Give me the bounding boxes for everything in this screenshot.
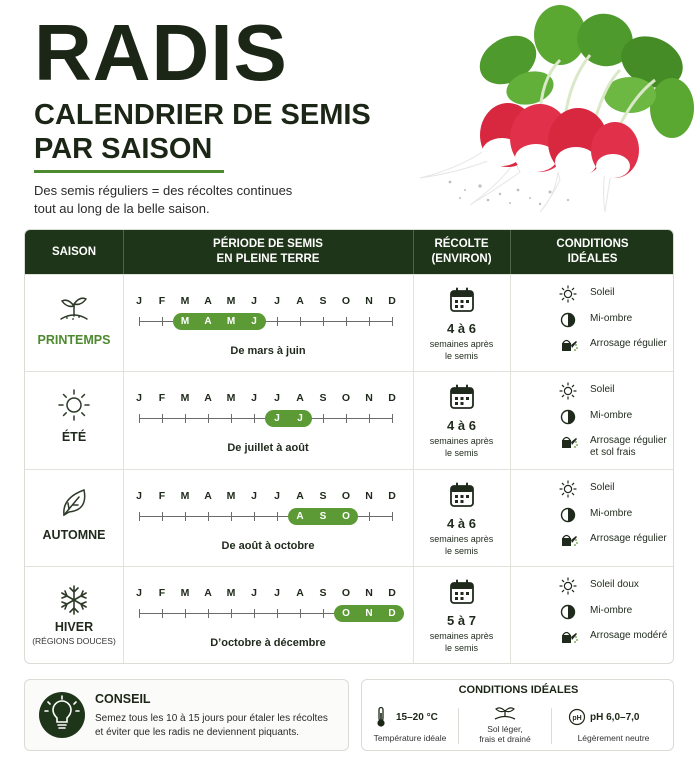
harvest-unit [413,534,510,557]
month-label: A [204,392,212,404]
month-tick [162,414,163,423]
month-label: S [319,295,327,307]
sowing-period-text: D’octobre à décembre [210,637,326,649]
month-label: S [319,587,327,599]
condition-line-1: Arrosage régulier [590,338,667,349]
condition-line-1: Arrosage régulier [590,533,667,544]
condition-text [590,508,632,520]
month-tick [323,317,324,326]
condition-line-1: Mi-ombre [590,508,633,519]
tip-text-line-1: Semez tous les 10 à 15 jours pour étaler les récoltes [95,713,328,724]
condition-line-1: Mi-ombre [590,313,633,324]
month-tick [231,609,232,618]
leaf-icon [57,486,91,520]
header-season: SAISON [51,245,97,258]
condition-text [590,579,639,591]
month-tick [231,414,232,423]
month-label: S [319,392,327,404]
ph-label: Légèrement neutre [577,733,650,743]
sowing-month-label: J [297,413,303,424]
month-tick [369,512,370,521]
condition-text [590,410,632,422]
month-label: J [274,295,280,307]
month-tick [254,512,255,521]
month-tick [231,512,232,521]
condition-text [590,313,632,325]
month-label: M [226,295,236,307]
header-harvest-line-2: (ENVIRON) [431,253,492,265]
harvest-unit [413,631,510,654]
month-tick [300,317,301,326]
season-name: HIVER [54,620,94,634]
month-tick [162,512,163,521]
tip-text [95,712,343,740]
month-tick [300,609,301,618]
sowing-period-text: De août à octobre [221,540,315,552]
month-label: M [226,392,236,404]
sowing-month-label: A [296,511,304,522]
sun-icon [57,388,91,422]
month-label: F [158,295,166,307]
sowing-month-label: N [365,608,373,619]
table-header [25,230,674,274]
condition-text [590,338,667,350]
subtitle-line-1: CALENDRIER DE SEMIS [34,99,371,131]
condition-line-1: Mi-ombre [590,410,633,421]
month-label: A [296,587,304,599]
calendar-icon [449,384,475,410]
month-tick [346,414,347,423]
month-label: J [251,295,257,307]
ph-value: pH 6,0–7,0 [590,712,640,723]
soil-line-2: frais et drainé [479,734,531,744]
harvest-unit-line-1: semaines après [429,436,494,446]
half-shade-icon [558,311,578,329]
condition-line-1: Soleil doux [590,579,639,590]
month-label: O [341,392,351,404]
month-tick [392,317,393,326]
month-label: J [136,490,142,502]
ideal-conditions-title: CONDITIONS IDÉALES [458,684,579,696]
season-cell [25,470,123,567]
condition-text [590,482,614,494]
half-shade-icon [558,408,578,426]
ideal-conditions-box [361,679,674,751]
month-label: J [251,392,257,404]
watering-can-icon [558,433,578,451]
header-period-line-2: EN PLEINE TERRE [216,253,320,265]
conditions-cell [510,275,674,372]
month-label: N [365,587,373,599]
month-tick [185,512,186,521]
condition-text [590,287,614,299]
subtitle-line-2: PAR SAISON [34,133,213,165]
month-label: D [388,587,396,599]
harvest-cell [413,567,510,664]
month-label: J [274,587,280,599]
ideal-temperature [362,702,458,748]
header-conditions-line-1: CONDITIONS [556,238,629,250]
temperature-label: Température idéale [373,733,447,743]
ph-icon [568,708,586,726]
harvest-weeks: 5 à 7 [447,613,476,628]
sowing-month-label: O [342,511,350,522]
soil-sprout-icon [493,705,517,721]
month-label: A [296,490,304,502]
sun-icon [558,382,578,400]
month-label: F [158,392,166,404]
month-label: S [319,490,327,502]
conditions-cell [510,470,674,567]
harvest-unit-line-1: semaines après [429,631,494,641]
condition-text [590,605,632,617]
season-name: ÉTÉ [61,430,87,444]
tip-title: CONSEIL [95,692,151,706]
watering-can-icon [558,628,578,646]
month-label: N [365,295,373,307]
condition-text [590,384,614,396]
harvest-unit-line-1: semaines après [429,534,494,544]
header-conditions [510,230,674,274]
season-cell [25,567,123,664]
season-name: AUTOMNE [42,528,106,542]
month-tick [139,512,140,521]
month-label: D [388,490,396,502]
month-label: M [180,490,190,502]
harvest-unit [413,339,510,362]
month-label: M [180,392,190,404]
condition-line-1: Soleil [590,287,615,298]
condition-line-2: et sol frais [590,447,636,458]
month-label: A [296,295,304,307]
month-tick [185,609,186,618]
soil-line-1: Sol léger, [487,724,523,734]
harvest-weeks: 4 à 6 [447,418,476,433]
condition-text [590,533,667,545]
header-conditions-line-2: IDÉALES [567,253,618,265]
month-tick [277,512,278,521]
month-label: A [204,587,212,599]
month-label: A [204,490,212,502]
month-tick [208,512,209,521]
condition-line-1: Soleil [590,384,615,395]
intro-text [34,182,292,218]
month-label: M [180,295,190,307]
month-label: O [341,295,351,307]
month-label: M [226,490,236,502]
title-underline [34,170,224,173]
temperature-value: 15–20 °C [396,712,438,723]
month-label: J [274,490,280,502]
intro-line-2: tout au long de la belle saison. [34,201,210,216]
harvest-unit-line-2: le semis [444,545,478,556]
month-tick [277,609,278,618]
sowing-month-label: M [226,316,236,327]
season-note: (RÉGIONS DOUCES) [32,636,116,646]
month-label: J [136,295,142,307]
harvest-weeks: 4 à 6 [447,516,476,531]
month-label: J [136,587,142,599]
half-shade-icon [558,506,578,524]
season-cell [25,372,123,469]
month-tick [208,414,209,423]
harvest-unit-line-2: le semis [444,642,478,653]
sun-icon [558,577,578,595]
month-tick [369,414,370,423]
month-tick [323,609,324,618]
conditions-cell [510,372,674,469]
month-tick [277,317,278,326]
sowing-calendar-table [24,229,674,664]
month-tick [208,609,209,618]
month-tick [369,317,370,326]
page-subtitle [34,98,371,166]
header-harvest [413,230,510,274]
condition-line-1: Soleil [590,482,615,493]
season-row [25,566,674,663]
sowing-month-label: J [251,316,257,327]
header-period [123,230,413,274]
month-tick [392,512,393,521]
lightbulb-icon [39,692,85,738]
condition-line-1: Arrosage régulier [590,435,667,446]
month-tick [162,317,163,326]
month-tick [323,414,324,423]
sun-icon [558,480,578,498]
month-tick [254,609,255,618]
thermometer-icon [374,706,388,728]
month-tick [392,414,393,423]
month-label: F [158,587,166,599]
harvest-unit-line-1: semaines après [429,339,494,349]
header-harvest-line-1: RÉCOLTE [434,238,489,250]
sowing-month-label: D [388,608,396,619]
month-label: N [365,490,373,502]
month-label: J [251,490,257,502]
month-tick [162,609,163,618]
month-label: F [158,490,166,502]
conditions-cell [510,567,674,664]
condition-line-1: Arrosage modéré [590,630,668,641]
month-label: O [341,490,351,502]
month-label: A [296,392,304,404]
month-label: O [341,587,351,599]
sowing-month-label: S [319,511,327,522]
radish-illustration [390,0,700,215]
seedling-icon [57,291,91,325]
watering-can-icon [558,336,578,354]
month-tick [139,609,140,618]
half-shade-icon [558,603,578,621]
month-tick [254,414,255,423]
harvest-unit [413,436,510,459]
harvest-cell [413,372,510,469]
condition-text [590,630,667,642]
sowing-month-label: J [274,413,280,424]
month-label: N [365,392,373,404]
season-cell [25,275,123,372]
calendar-icon [449,579,475,605]
month-label: J [274,392,280,404]
harvest-cell [413,275,510,372]
ideal-soil [459,702,551,748]
calendar-icon [449,482,475,508]
month-tick [346,317,347,326]
sowing-month-label: A [204,316,212,327]
month-label: M [180,587,190,599]
soil-label [459,724,551,744]
sowing-month-label: O [342,608,350,619]
ideal-ph [552,702,675,748]
calendar-icon [449,287,475,313]
condition-line-1: Mi-ombre [590,605,633,616]
season-row [25,274,674,371]
season-name: PRINTEMPS [37,333,111,347]
watering-can-icon [558,531,578,549]
season-row [25,371,674,468]
month-tick [139,317,140,326]
page-title: RADIS [34,8,288,97]
month-tick [139,414,140,423]
harvest-weeks: 4 à 6 [447,321,476,336]
month-label: J [136,392,142,404]
snowflake-icon [57,583,91,617]
header-period-line-1: PÉRIODE DE SEMIS [213,238,323,250]
harvest-cell [413,470,510,567]
svg-text:pH: pH [572,715,582,722]
month-label: M [226,587,236,599]
harvest-unit-line-2: le semis [444,350,478,361]
intro-line-1: Des semis réguliers = des récoltes continues [34,183,293,198]
tip-box [24,679,349,751]
sowing-month-label: M [180,316,190,327]
sowing-period-text: De juillet à août [227,442,309,454]
sowing-period-text: De mars à juin [230,345,306,357]
month-tick [185,414,186,423]
month-label: D [388,392,396,404]
season-row [25,469,674,566]
month-label: A [204,295,212,307]
sun-icon [558,285,578,303]
condition-text [590,435,667,459]
month-label: D [388,295,396,307]
harvest-unit-line-2: le semis [444,447,478,458]
month-label: J [251,587,257,599]
tip-text-line-2: et éviter que les radis ne deviennent piquants. [95,727,300,738]
